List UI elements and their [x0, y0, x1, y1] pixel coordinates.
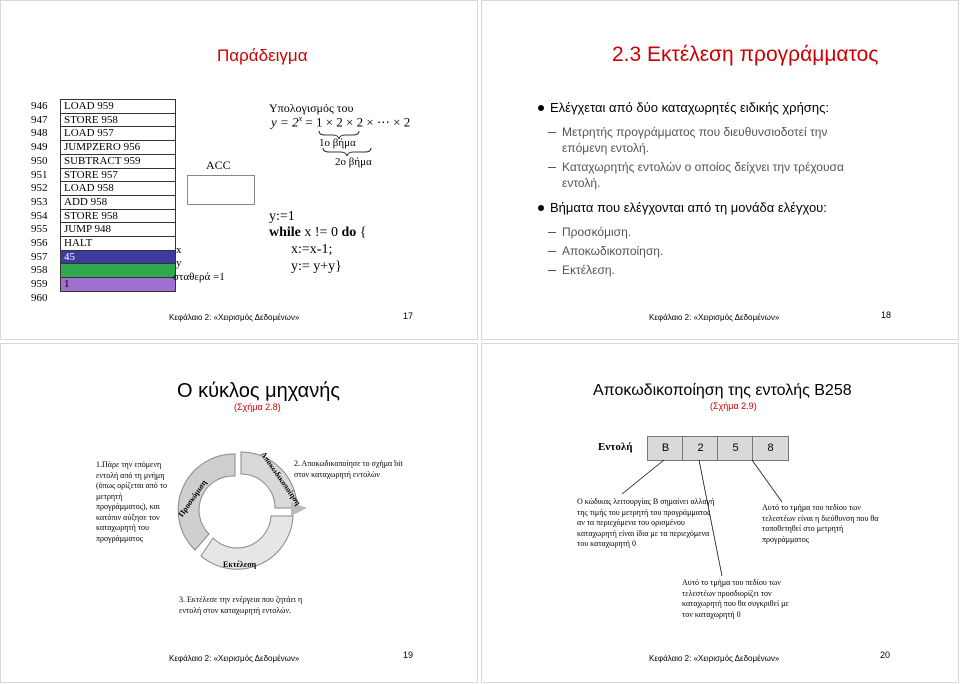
memory-cell: ADD 958 [61, 195, 176, 209]
code-line-2: while x != 0 do { [269, 225, 367, 240]
memory-address: 954 [31, 209, 48, 222]
arc-label-fetch: Προσκόμιση [176, 478, 209, 519]
memory-cell: 45 [61, 250, 176, 264]
nibble-box: 2 [682, 436, 719, 461]
code-line-3: x:=x-1; [291, 242, 333, 257]
code-line-4: y:= y+y} [291, 259, 342, 274]
formula-exponent: x [298, 114, 303, 123]
slide-17 [0, 0, 478, 340]
memory-cell: STORE 958 [61, 209, 176, 223]
step-execute: Εκτέλεση. [562, 263, 615, 277]
var-y-label: y [176, 257, 182, 269]
memory-cell: HALT [61, 237, 176, 251]
arc-label-decode: Αποκωδικοποίηση [258, 449, 303, 508]
slide-title: Αποκωδικοποίηση της εντολής B258 [593, 382, 852, 399]
step-2-label: 2ο βήμα [335, 156, 372, 168]
memory-address: 951 [31, 168, 48, 181]
memory-address: 953 [31, 195, 48, 208]
memory-cell: 1 [61, 278, 176, 292]
note-execute: 3. Εκτέλεσε την ενέργεια που ζητάει η εντολή στον καταχωρητή εντολών. [179, 595, 303, 615]
bullet-2: Βήματα που ελέγχονται από τη μονάδα ελέγχου: [550, 200, 827, 215]
note-decode: 2. Αποκωδικοποίησε το σχήμα bit στον καταχωρητή εντολών [294, 459, 403, 479]
bullet-icon [538, 205, 544, 211]
calc-title: Υπολογισμός του [269, 101, 354, 115]
sub-1a: Μετρητής προγράμματος που διευθυνσιοδοτεί την [562, 125, 828, 139]
slide-title: Ο κύκλος μηχανής [177, 380, 340, 402]
step-decode: Αποκωδικοποίηση. [562, 244, 664, 258]
arc-label-execute: Εκτέλεση [223, 560, 257, 569]
memory-address: 956 [31, 237, 48, 250]
memory-cell: STORE 957 [61, 168, 176, 182]
memory-cell: JUMPZERO 956 [61, 141, 176, 155]
memory-address: 946 [31, 100, 48, 112]
slide-18 [481, 0, 959, 340]
note-address: Αυτό το τμήμα του πεδίου των τελεστέων είναι η διεύθυνση που θα τοποθετηθεί στο μετρητή προγράμματος [762, 503, 879, 544]
formula-rhs: = 1 × 2 × 2 × ⋯ × 2 [305, 114, 411, 130]
nibble-box: B [647, 436, 684, 461]
sub-2b: εντολή. [562, 176, 601, 190]
memory-cell: STORE 958 [61, 113, 176, 127]
formula-braces [1, 1, 479, 341]
step-fetch: Προσκόμιση. [562, 225, 632, 239]
page-number: 19 [403, 650, 414, 660]
memory-cell: LOAD 958 [61, 182, 176, 196]
dash-icon [548, 251, 556, 252]
memory-address: 947 [31, 113, 48, 126]
slide-title: Παράδειγμα [217, 46, 308, 65]
memory-cell: SUBTRACT 959 [61, 154, 176, 168]
footer-text: Κεφάλαιο 2: «Χειρισμός Δεδομένων» [649, 654, 780, 663]
memory-address: 950 [31, 154, 48, 167]
memory-address: 957 [31, 250, 48, 263]
memory-cell: LOAD 959 [61, 100, 176, 114]
memory-cell: JUMP 948 [61, 223, 176, 237]
footer-text: Κεφάλαιο 2: «Χειρισμός Δεδομένων» [169, 313, 300, 322]
memory-address: 960 [31, 291, 48, 304]
code-line-2-text: x != 0 [304, 225, 342, 240]
slide-19 [0, 343, 478, 683]
bullet-icon [538, 105, 544, 111]
page-number: 20 [880, 650, 891, 660]
dash-icon [548, 167, 556, 168]
note-opcode: Ο κώδικας λειτουργίας B σημαίνει αλλαγή της τιμής του μετρητή του προγράμματος αν τα περιεχόμενα του ορισμένου καταχωρητή είναι ίδια με τα περιεχόμενα του καταχωρητή 0 [577, 497, 715, 548]
memory-address: 959 [31, 278, 48, 291]
slide-20 [481, 343, 959, 683]
slide-title: 2.3 Εκτέλεση προγράμματος [612, 43, 879, 66]
dash-icon [548, 270, 556, 271]
while-keyword: while [269, 225, 301, 240]
const-label: σταθερά =1 [173, 271, 225, 283]
memory-address: 949 [31, 141, 48, 154]
memory-address: 952 [31, 182, 48, 195]
slide-subtitle: (Σχήμα 2.9) [710, 401, 757, 411]
footer-text: Κεφάλαιο 2: «Χειρισμός Δεδομένων» [169, 654, 300, 663]
formula-lhs: y = 2 [271, 114, 299, 130]
slide-subtitle: (Σχήμα 2.8) [234, 402, 281, 412]
step-1-label: 1ο βήμα [319, 137, 356, 149]
do-keyword: do [341, 225, 357, 240]
nibble-box: 5 [717, 436, 754, 461]
nibble-box: 8 [752, 436, 789, 461]
memory-address: 955 [31, 223, 48, 236]
memory-cell: LOAD 957 [61, 127, 176, 141]
dash-icon [548, 232, 556, 233]
page-number: 18 [881, 310, 892, 320]
instruction-label: Εντολή [598, 441, 633, 453]
footer-text: Κεφάλαιο 2: «Χειρισμός Δεδομένων» [649, 313, 780, 322]
sub-1b: επόμενη εντολή. [562, 141, 649, 155]
var-x-label: x [176, 244, 182, 256]
dash-icon [548, 132, 556, 133]
memory-address: 948 [31, 127, 48, 140]
code-line-1: y:=1 [269, 209, 295, 224]
memory-address: 958 [31, 264, 48, 277]
page-number: 17 [403, 311, 414, 321]
bullet-1: Ελέγχεται από δύο καταχωρητές ειδικής χρήσης: [550, 100, 829, 115]
note-fetch: 1.Πάρε την επόμενη εντολή από τη μνήμη (όπως ορίζεται από το μετρητή προγράμματος), και κατόπιν αύξησε τον καταχωρητή του προγράμματος [96, 460, 167, 543]
note-register: Αυτό το τμήμα του πεδίου των τελεστέων προσδιορίζει τον καταχωρητή που θα συγκριθεί με τον καταχωρητή 0 [682, 578, 789, 619]
sub-2a: Καταχωρητής εντολών ο οποίος δείχνει την τρέχουσα [562, 160, 844, 174]
acc-label: ACC [206, 158, 231, 172]
